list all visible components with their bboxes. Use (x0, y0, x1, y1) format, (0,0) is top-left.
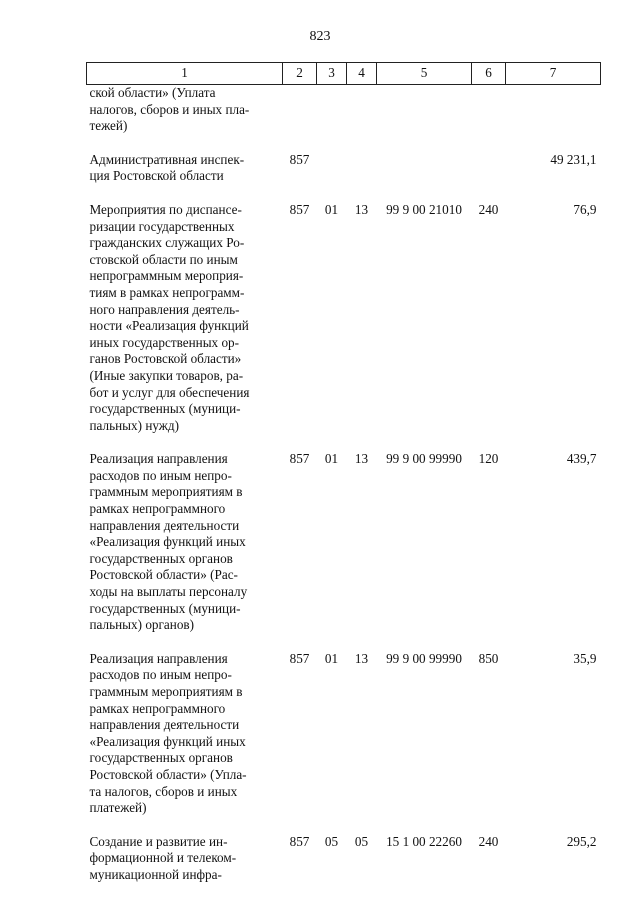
expense-type-cell: 120 (478, 451, 499, 467)
expense-type-cell: 240 (478, 833, 499, 849)
section-code-cell: 01 (324, 201, 339, 217)
item-name-line: государственных (муници- (89, 401, 241, 417)
item-name-line: расходов по иным непро- (89, 667, 232, 683)
item-name-line: рамках непрограммного (89, 501, 226, 517)
item-name-line: ской области» (Уплата (89, 85, 216, 100)
expense-type-cell (472, 85, 506, 135)
column-header: 2 (283, 63, 317, 85)
table-row (87, 135, 601, 185)
item-name-line: ганов Ростовской области» (89, 351, 242, 367)
item-name-line: направления деятельности (89, 517, 240, 533)
column-header: 1 (87, 63, 283, 85)
item-name-line: ция Ростовской области (89, 168, 224, 184)
item-name-line: платежей) (89, 800, 147, 816)
amount-cell: 49 231,1 (550, 151, 597, 167)
subsection-code-cell: 13 (354, 201, 369, 217)
table-row (87, 85, 601, 135)
item-name-line: Ростовской области» (Рас- (89, 567, 238, 583)
item-name-line: тиям в рамках непрограмм- (89, 284, 245, 300)
item-name-line: Реализация направления (89, 451, 228, 467)
item-name-line: Административная инспек- (89, 151, 245, 167)
column-header: 5 (377, 63, 472, 85)
target-article-cell: 99 9 00 99990 (386, 650, 462, 666)
item-name-line: пальных) органов) (89, 617, 195, 633)
item-name-line: граммным мероприятиям в (89, 484, 243, 500)
glava-code-cell: 857 (289, 451, 310, 467)
item-name-line: та налогов, сборов и иных (89, 783, 238, 799)
section-code-cell (317, 135, 347, 185)
expense-type-cell: 850 (478, 650, 499, 666)
item-name-cell (87, 634, 283, 817)
item-name-line: муникационной инфра- (89, 866, 222, 882)
item-name-cell (87, 135, 283, 185)
glava-code-cell: 857 (289, 650, 310, 666)
item-name-line: «Реализация функций иных (89, 733, 246, 749)
item-name-line: непрограммным мероприя- (89, 268, 244, 284)
item-name-line: пальных) нужд) (89, 417, 180, 433)
subsection-code-cell: 13 (354, 650, 369, 666)
item-name-line: стовской области по иным (89, 251, 238, 267)
expense-type-cell (472, 135, 506, 185)
section-code-cell: 05 (324, 833, 339, 849)
item-name-line: ризации государственных (89, 218, 235, 234)
item-name-cell (87, 817, 283, 884)
item-name-line: иных государственных ор- (89, 334, 240, 350)
item-name-cell (87, 85, 283, 135)
item-name-line: (Иные закупки товаров, ра- (89, 367, 244, 383)
subsection-code-cell: 13 (354, 451, 369, 467)
item-name-line: гражданских служащих Ро- (89, 235, 245, 251)
subsection-code-cell: 05 (354, 833, 369, 849)
item-name-line: государственных органов (89, 750, 233, 766)
section-code-cell: 01 (324, 451, 339, 467)
amount-cell: 76,9 (573, 201, 597, 217)
item-name-line: Реализация направления (89, 650, 228, 666)
item-name-line: формационной и телеком- (89, 850, 237, 866)
item-name-line: рамках непрограммного (89, 700, 226, 716)
table-row (87, 634, 601, 817)
target-article-cell (377, 135, 472, 185)
amount-cell: 295,2 (566, 833, 597, 849)
column-header: 7 (506, 63, 601, 85)
column-header: 6 (472, 63, 506, 85)
item-name-line: граммным мероприятиям в (89, 684, 243, 699)
section-code-cell (317, 85, 347, 135)
item-name-line: налогов, сборов и иных пла- (89, 101, 250, 117)
target-article-cell: 99 9 00 99990 (386, 451, 462, 467)
target-article-cell (377, 85, 472, 135)
item-name-cell (87, 185, 283, 434)
page-number: 823 (309, 29, 331, 44)
column-header: 4 (347, 63, 377, 85)
table-body (87, 85, 601, 884)
table-row (87, 817, 601, 884)
item-name-line: ного направления деятель- (89, 301, 240, 317)
glava-code-cell (283, 85, 317, 135)
glava-code-cell: 857 (289, 151, 310, 167)
item-name-line: Создание и развитие ин- (89, 833, 228, 849)
target-article-cell: 15 1 00 22260 (386, 833, 462, 849)
amount-cell (506, 85, 601, 135)
item-name-line: тежей) (89, 118, 128, 134)
item-name-cell (87, 434, 283, 634)
column-header: 3 (317, 63, 347, 85)
item-name-line: государственных (муници- (89, 600, 241, 616)
glava-code-cell: 857 (289, 833, 310, 849)
table-row (87, 434, 601, 634)
item-name-line: ходы на выплаты персоналу (89, 584, 248, 600)
section-code-cell: 01 (324, 650, 339, 666)
item-name-line: направления деятельности (89, 717, 240, 733)
table-row (87, 185, 601, 434)
item-name-line: государственных органов (89, 550, 233, 566)
budget-table (86, 62, 601, 884)
item-name-line: расходов по иным непро- (89, 467, 232, 483)
amount-cell: 35,9 (573, 650, 597, 666)
item-name-line: бот и услуг для обеспечения (89, 384, 250, 400)
expense-type-cell: 240 (478, 201, 499, 217)
subsection-code-cell (347, 85, 377, 135)
column-number-row (87, 63, 601, 85)
target-article-cell: 99 9 00 21010 (386, 201, 462, 217)
item-name-line: «Реализация функций иных (89, 534, 246, 550)
amount-cell: 439,7 (566, 451, 597, 467)
subsection-code-cell (347, 135, 377, 185)
glava-code-cell: 857 (289, 201, 310, 217)
item-name-line: ности «Реализация функций (89, 318, 249, 334)
item-name-line: Ростовской области» (Упла- (89, 766, 247, 782)
item-name-line: Мероприятия по диспансе- (89, 201, 242, 217)
